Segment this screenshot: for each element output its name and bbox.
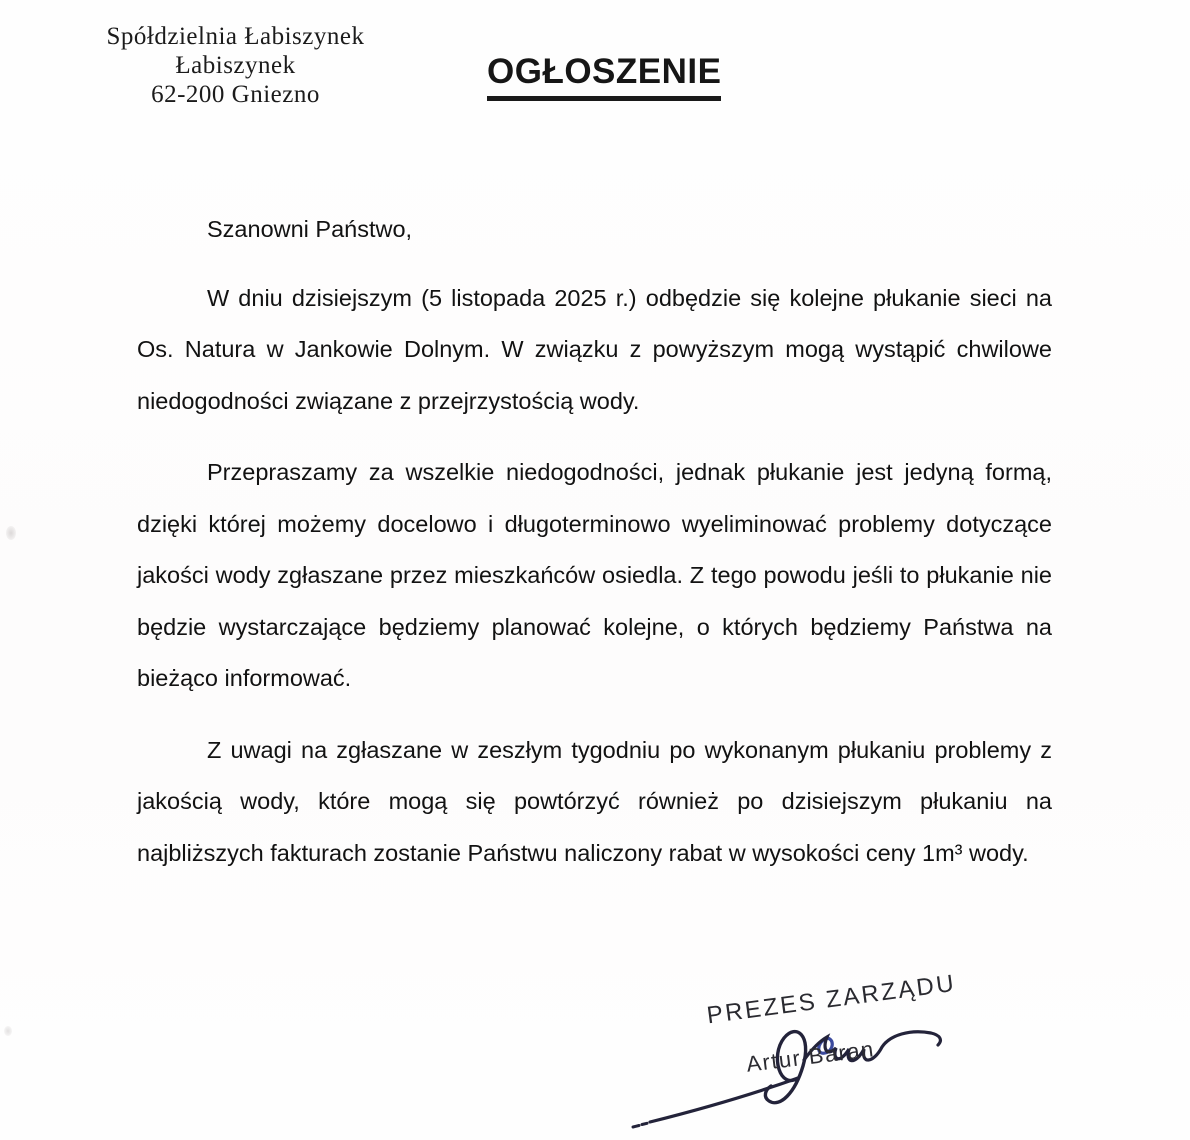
letter-body [137,204,1052,899]
paragraph-1: W dniu dzisiejszym (5 listopada 2025 r.) odbędzie się kolejne płukanie sieci na Os. Natura w Jankowie Dolnym. W związku z powyższym mogą wystąpić chwilowe niedogodności związane z przejrzystością wody. [137,284,1052,414]
scan-speck [4,1026,12,1036]
signature-block [630,968,970,1128]
sender-postal-city: 62-200 Gniezno [151,81,320,108]
signature-role: PREZES ZARZĄDU [705,969,958,1030]
paragraph-2: Przepraszamy za wszelkie niedogodności, jednak płukanie jest jedyną formą, dzięki której możemy docelowo i długoterminowo wyeliminować problemy dotyczące jakości wody zgłaszane przez mieszkańców osiedla. Z tego powodu jeśli to płukanie nie będzie wystarczające będziemy planować kolejne, o których będziemy Państwa na bieżąco informować. [137,459,1052,691]
signature-name: Artur Baran [744,1036,876,1077]
paragraph-3: Z uwagi na zgłaszane w zeszłym tygodniu po wykonanym płukaniu problemy z jakością wody, które mogą się powtórzyć również po dzisiejszym płukaniu na najbliższych fakturach zostanie Państwu naliczony rabat w wysokości ceny 1m³ wody. [137,736,1052,866]
page-title: OGŁOSZENIE [487,52,721,101]
salutation: Szanowni Państwo, [207,216,413,242]
sender-name: Spółdzielnia Łabiszynek [106,23,365,50]
sender-locality: Łabiszynek [175,52,296,79]
scan-speck [6,526,16,540]
sender-address [78,22,393,109]
